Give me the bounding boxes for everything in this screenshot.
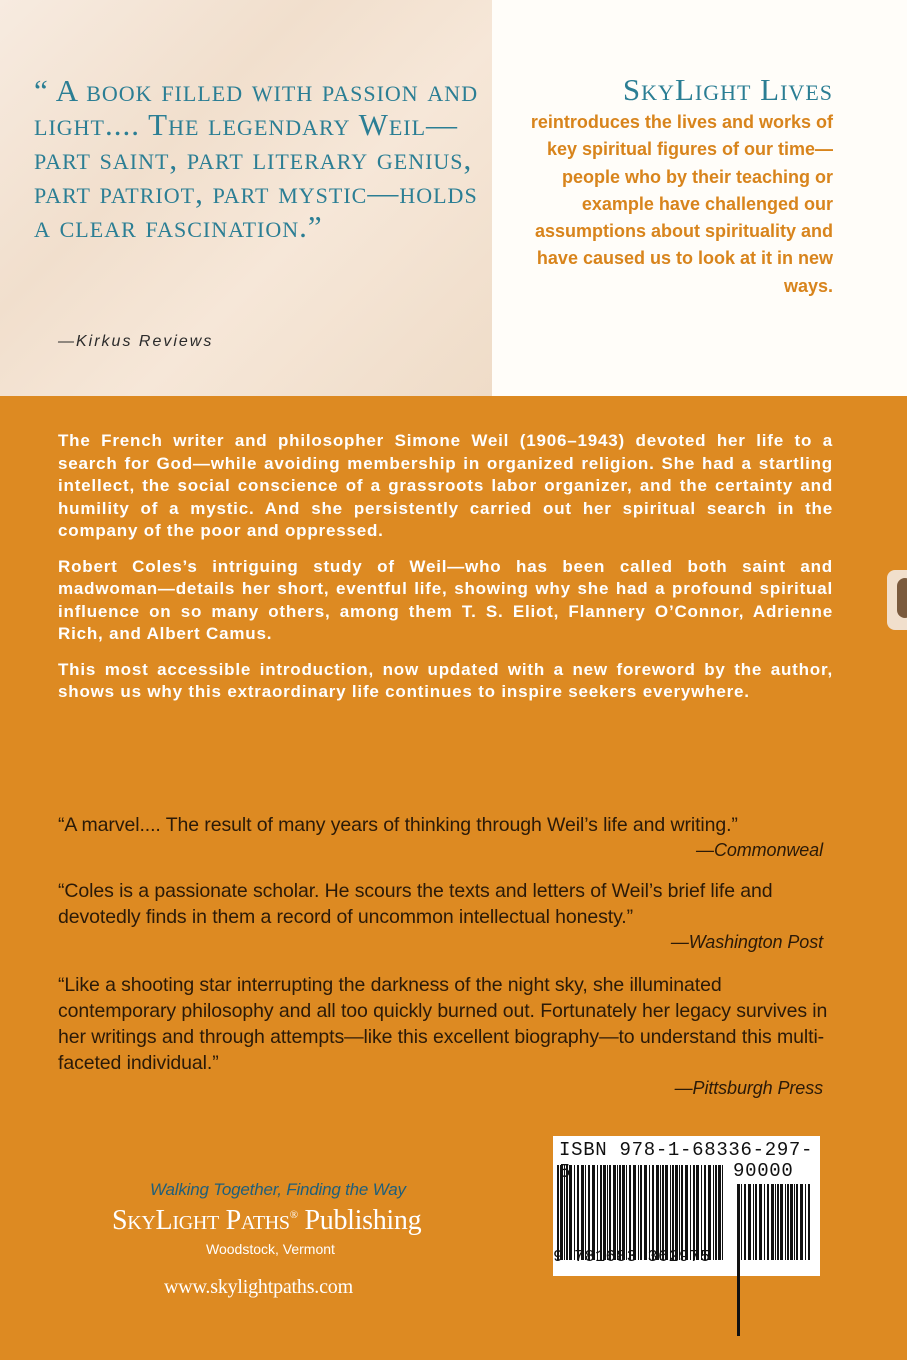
barcode-bar (715, 1165, 717, 1260)
barcode-bar (701, 1165, 702, 1260)
barcode-bar (744, 1184, 746, 1260)
barcode-bar (780, 1184, 783, 1260)
barcode-bar (808, 1184, 810, 1260)
review-source: —Washington Post (670, 932, 823, 952)
barcode-bar (600, 1165, 602, 1260)
publisher-tagline: Walking Together, Finding the Way (150, 1180, 406, 1199)
barcode-bar (759, 1184, 762, 1260)
review-source: —Commonweal (696, 840, 823, 860)
barcode-bar (619, 1165, 621, 1260)
kirkus-blurb: “ A book filled with passion and light.... The legendary Weil— part saint, part literary genius, part patriot, part mystic—holds a clear fascination.” (34, 73, 479, 244)
barcode-bar (633, 1165, 636, 1260)
barcode-bar (603, 1165, 606, 1260)
barcode-bar (662, 1165, 664, 1260)
series-title: SkyLight Lives (622, 72, 833, 107)
barcode-bar (775, 1184, 776, 1260)
barcode-bar (656, 1165, 659, 1260)
barcode-bar (748, 1184, 751, 1260)
series-panel (492, 0, 907, 396)
barcode-bar (767, 1184, 769, 1260)
barcode-bar (581, 1165, 584, 1260)
barcode-bar (764, 1184, 765, 1260)
barcode-bar (607, 1165, 608, 1260)
barcode-bar (675, 1165, 678, 1260)
barcode-bar (704, 1165, 706, 1260)
barcode-bar (652, 1165, 654, 1260)
barcode-bar (737, 1184, 740, 1260)
review-commonweal (58, 812, 833, 862)
side-tab (887, 570, 907, 630)
series-description: reintroduces the lives and works of key spiritual figures of our time—people who by their teaching or example have challenged our assumptions about spirituality and have caused us to look at it in new ways. (530, 112, 833, 296)
description-paragraph: Robert Coles’s intriguing study of Weil—who has been called both saint and madwoman—details her short, eventful life, showing why she had a profound spiritual influence on so many others, among them T. S. Eliot, Flannery O’Connor, Adrienne Rich, and Albert Camus. (58, 556, 833, 643)
barcode-bar (569, 1165, 572, 1260)
barcode-bar (622, 1165, 625, 1260)
isbn-barcode (553, 1136, 820, 1276)
barcode-bar (690, 1165, 691, 1260)
barcode-bar (557, 1165, 559, 1260)
barcode-bar (638, 1165, 639, 1260)
barcode-bar (672, 1165, 674, 1260)
price-code: 90000 (733, 1160, 794, 1182)
barcode-bar (574, 1165, 575, 1260)
review-text: “Coles is a passionate scholar. He scours the texts and letters of Weil’s brief life and devotedly finds in them a record of uncommon intellectual honesty.” (58, 880, 773, 928)
quote-panel (0, 0, 492, 396)
registered-mark: ® (289, 1209, 298, 1221)
barcode-bar (777, 1184, 779, 1260)
barcode-bar (681, 1165, 683, 1260)
review-text: “Like a shooting star interrupting the darkness of the night sky, she illuminated contemporary philosophy and all too quickly burned out. Fortunately her legacy survives in her writings and through attempts—like this excellent biography—to understand this multi-faceted individual.” (58, 974, 828, 1074)
barcode-bar (790, 1184, 793, 1260)
barcode-bar (741, 1184, 742, 1260)
barcode-bar (629, 1165, 631, 1260)
publisher-name-rest: Publishing (297, 1205, 422, 1236)
barcode-bar (665, 1165, 668, 1260)
barcode-bar (577, 1165, 579, 1260)
barcode-bar (718, 1165, 721, 1260)
barcode-bar (785, 1184, 786, 1260)
barcode-digits: 9 781683 362975 (553, 1248, 711, 1267)
kirkus-attribution: —Kirkus Reviews (58, 333, 214, 350)
barcode-bar (696, 1165, 699, 1260)
barcode-bar (566, 1165, 568, 1260)
barcode-bar (737, 1260, 740, 1336)
description-paragraph: This most accessible introduction, now updated with a new foreword by the author, shows us why this extraordinary life continues to inspire seekers everywhere. (58, 659, 833, 701)
barcode-bar (753, 1184, 754, 1260)
barcode-bar (679, 1165, 680, 1260)
barcode-bar (640, 1165, 642, 1260)
review-text: “A marvel.... The result of many years of thinking through Weil’s life and writing.” (58, 814, 738, 836)
publisher-name (112, 1205, 421, 1237)
review-source: —Pittsburgh Press (674, 1078, 823, 1098)
barcode-bar (649, 1165, 650, 1260)
barcode-bar (713, 1165, 714, 1260)
barcode-bar (787, 1184, 789, 1260)
book-description (58, 430, 833, 717)
barcode-bar (613, 1165, 616, 1260)
barcode-bar (560, 1165, 563, 1260)
barcode-bar (794, 1184, 795, 1260)
publisher-website[interactable]: www.skylightpaths.com (164, 1276, 353, 1298)
review-washington-post (58, 878, 833, 954)
barcode-bar (800, 1184, 803, 1260)
barcode-bar (626, 1165, 627, 1260)
barcode-bar (597, 1165, 598, 1260)
review-pittsburgh-press (58, 972, 833, 1100)
barcode-bar (796, 1184, 798, 1260)
barcode-bar (685, 1165, 688, 1260)
barcode-bars (557, 1165, 727, 1260)
barcode-bar (755, 1184, 757, 1260)
publisher-brand: SkyLight Paths (112, 1205, 290, 1236)
barcode-bar (771, 1184, 774, 1260)
barcode-bar (708, 1165, 711, 1260)
barcode-addon-bars (737, 1184, 815, 1260)
publisher-location: Woodstock, Vermont (206, 1241, 335, 1257)
barcode-bar (609, 1165, 611, 1260)
barcode-bar (660, 1165, 661, 1260)
barcode-bar (644, 1165, 647, 1260)
barcode-bar (564, 1165, 565, 1260)
isbn-number: ISBN 978-1-68336-297- (559, 1139, 814, 1161)
barcode-bar (585, 1165, 586, 1260)
barcode-bar (693, 1165, 695, 1260)
barcode-bar (670, 1165, 671, 1260)
top-band (0, 0, 907, 396)
barcode-bar (805, 1184, 806, 1260)
barcode-bar (722, 1165, 723, 1260)
barcode-bar (588, 1165, 590, 1260)
description-paragraph: The French writer and philosopher Simone Weil (1906–1943) devoted her life to a search for God—while avoiding membership in organized religion. She had a startling intellect, the social conscience of a grassroots labor organizer, and the certainty and humility of a mystic. And she persistently carried out her spiritual search in the company of the poor and oppressed. (58, 431, 833, 540)
barcode-bar (592, 1165, 595, 1260)
barcode-bar (617, 1165, 618, 1260)
